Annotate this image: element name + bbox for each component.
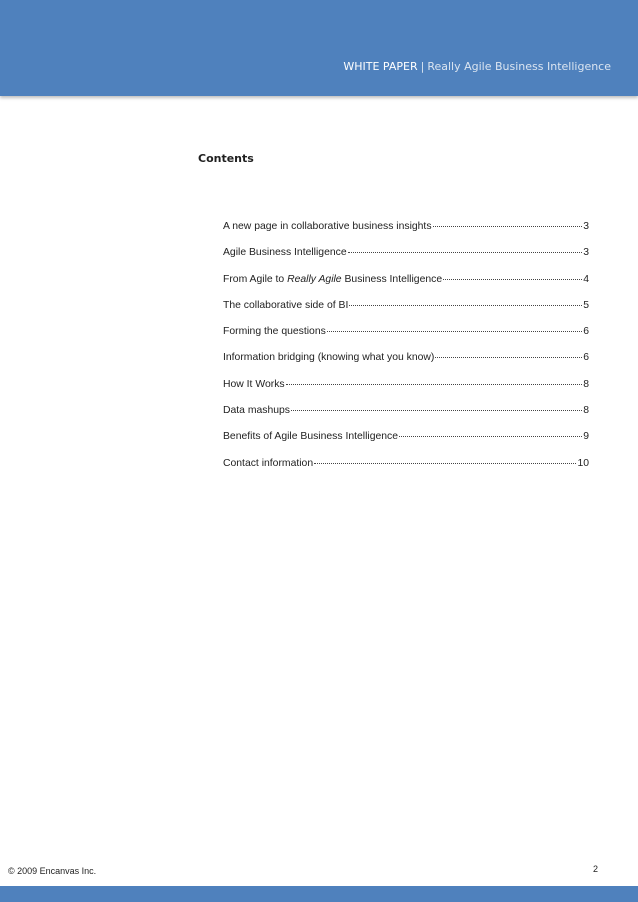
toc-entry-page: 3 — [583, 221, 589, 232]
toc-entry[interactable] — [223, 379, 589, 405]
footer-band — [0, 886, 638, 902]
toc-title-suffix: Business Intelligence — [341, 273, 443, 285]
toc-entry-page: 4 — [583, 273, 589, 285]
toc-entry-title — [223, 274, 442, 285]
toc-entry[interactable] — [223, 326, 589, 352]
toc-entry-title: Data mashups — [223, 405, 290, 417]
header-title — [343, 60, 611, 73]
toc-entry[interactable] — [223, 352, 589, 378]
toc-entry-title: The collaborative side of BI — [223, 299, 349, 311]
toc-dot-leader — [327, 331, 582, 332]
toc-entry-page: 8 — [583, 405, 589, 417]
toc-entry[interactable] — [223, 247, 589, 273]
toc-dot-leader — [435, 357, 582, 358]
toc-dot-leader — [348, 252, 583, 253]
contents-heading: Contents — [198, 152, 254, 165]
header-band — [0, 0, 638, 96]
footer-page-number: 2 — [592, 864, 598, 874]
toc-entry[interactable] — [223, 221, 589, 247]
toc-title-italic: Really Agile — [287, 273, 342, 285]
toc-entry-title: Agile Business Intelligence — [223, 247, 347, 259]
toc-entry-page: 6 — [583, 352, 589, 364]
toc-entry[interactable] — [223, 274, 589, 300]
toc-entry-page: 9 — [583, 431, 589, 443]
toc-title-prefix: From Agile to — [223, 273, 288, 285]
toc-entry-title: Information bridging (knowing what you know) — [223, 352, 435, 364]
footer-copyright: © 2009 Encanvas Inc. — [8, 866, 97, 876]
toc-dot-leader — [291, 410, 582, 411]
toc-entry-page: 5 — [583, 299, 589, 311]
header-label: WHITE PAPER — [343, 60, 418, 73]
toc-entry-title: Benefits of Agile Business Intelligence — [223, 431, 399, 443]
toc-entry[interactable] — [223, 431, 589, 457]
table-of-contents — [223, 221, 589, 484]
header-subtitle: Really Agile Business Intelligence — [427, 60, 611, 73]
toc-dot-leader — [443, 279, 582, 280]
toc-entry-page: 10 — [577, 457, 589, 469]
toc-entry[interactable] — [223, 458, 589, 484]
toc-entry-title: A new page in collaborative business insights — [223, 221, 432, 232]
toc-dot-leader — [433, 226, 583, 227]
toc-dot-leader — [286, 384, 583, 385]
toc-dot-leader — [349, 305, 582, 306]
toc-entry-page: 3 — [583, 247, 589, 259]
header-separator: | — [420, 60, 425, 73]
toc-dot-leader — [314, 463, 576, 464]
toc-entry-title: Forming the questions — [223, 326, 326, 338]
toc-entry-page: 8 — [583, 378, 589, 390]
toc-entry-title: How It Works — [223, 378, 285, 390]
toc-entry[interactable] — [223, 300, 589, 326]
toc-dot-leader — [399, 436, 582, 437]
toc-entry-page: 6 — [583, 326, 589, 338]
toc-entry-title: Contact information — [223, 457, 314, 469]
toc-entry[interactable] — [223, 405, 589, 431]
